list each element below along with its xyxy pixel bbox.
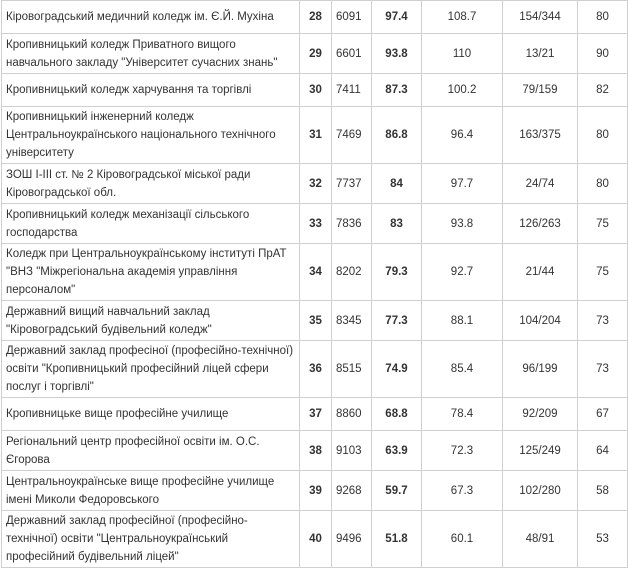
institution-name: Центральноукраїнське вище професійне училище імені Миколи Федоровського — [2, 471, 300, 511]
ratio-value: 21/44 — [503, 244, 578, 301]
rank-number: 28 — [300, 1, 332, 34]
table-row — [2, 398, 628, 431]
ratio-value: 154/344 — [503, 1, 578, 34]
table-row — [2, 1, 628, 34]
position-value: 7737 — [332, 164, 372, 204]
percent-value: 75 — [578, 244, 628, 301]
score-value: 79.3 — [372, 244, 422, 301]
position-value: 7469 — [332, 107, 372, 164]
percent-value: 75 — [578, 204, 628, 244]
percent-value: 80 — [578, 107, 628, 164]
ratio-value: 96/199 — [503, 341, 578, 398]
position-value: 9268 — [332, 471, 372, 511]
position-value: 8860 — [332, 398, 372, 431]
institution-name: Державний вищий навчальний заклад "Кіровоградський будівельний коледж" — [2, 301, 300, 341]
index-value: 108.7 — [422, 1, 503, 34]
table-row — [2, 471, 628, 511]
index-value: 85.4 — [422, 341, 503, 398]
index-value: 100.2 — [422, 74, 503, 107]
percent-value: 73 — [578, 341, 628, 398]
institution-name: Кіровоградський медичний коледж ім. Є.Й. Мухіна — [2, 1, 300, 34]
position-value: 9103 — [332, 431, 372, 471]
position-value: 7411 — [332, 74, 372, 107]
score-value: 87.3 — [372, 74, 422, 107]
institution-name: Регіональний центр професійної освіти ім. О.С. Єгорова — [2, 431, 300, 471]
position-value: 6091 — [332, 1, 372, 34]
index-value: 96.4 — [422, 107, 503, 164]
score-value: 93.8 — [372, 34, 422, 74]
percent-value: 73 — [578, 301, 628, 341]
ratio-value: 24/74 — [503, 164, 578, 204]
institution-name: Коледж при Центральноукраїнському інституті ПрАТ "ВНЗ "Міжрегіональна академія управління персоналом" — [2, 244, 300, 301]
index-value: 110 — [422, 34, 503, 74]
rank-number: 35 — [300, 301, 332, 341]
percent-value: 58 — [578, 471, 628, 511]
ratio-value: 163/375 — [503, 107, 578, 164]
rank-number: 32 — [300, 164, 332, 204]
ratio-value: 79/159 — [503, 74, 578, 107]
index-value: 88.1 — [422, 301, 503, 341]
percent-value: 53 — [578, 511, 628, 568]
percent-value: 67 — [578, 398, 628, 431]
table-row — [2, 431, 628, 471]
institution-name: Кропивницький коледж харчування та торгівлі — [2, 74, 300, 107]
position-value: 8515 — [332, 341, 372, 398]
table-row — [2, 301, 628, 341]
score-value: 51.8 — [372, 511, 422, 568]
rank-number: 38 — [300, 431, 332, 471]
rank-number: 40 — [300, 511, 332, 568]
rank-number: 30 — [300, 74, 332, 107]
index-value: 67.3 — [422, 471, 503, 511]
index-value: 72.3 — [422, 431, 503, 471]
table-row — [2, 244, 628, 301]
percent-value: 90 — [578, 34, 628, 74]
ratio-value: 126/263 — [503, 204, 578, 244]
percent-value: 80 — [578, 164, 628, 204]
institution-name: Державний заклад професіної (професійно-технічної) освіти "Кропивницький професійний ліцей сфери послуг і торгівлі" — [2, 341, 300, 398]
ratio-value: 48/91 — [503, 511, 578, 568]
score-value: 68.8 — [372, 398, 422, 431]
ratio-value: 92/209 — [503, 398, 578, 431]
position-value: 9496 — [332, 511, 372, 568]
score-value: 83 — [372, 204, 422, 244]
rank-number: 29 — [300, 34, 332, 74]
percent-value: 82 — [578, 74, 628, 107]
rank-number: 37 — [300, 398, 332, 431]
institution-name: ЗОШ І-ІІІ ст. № 2 Кіровоградської міської ради Кіровоградської обл. — [2, 164, 300, 204]
index-value: 97.7 — [422, 164, 503, 204]
institution-name: Кропивницьке вище професійне училище — [2, 398, 300, 431]
institution-name: Кропивницький інженерний коледж Центральноукраїнського національного технічного університету — [2, 107, 300, 164]
ratio-value: 13/21 — [503, 34, 578, 74]
table-row — [2, 341, 628, 398]
score-value: 84 — [372, 164, 422, 204]
position-value: 6601 — [332, 34, 372, 74]
institution-name: Кропивницький коледж механізації сільського господарства — [2, 204, 300, 244]
table-row — [2, 107, 628, 164]
position-value: 8345 — [332, 301, 372, 341]
ratio-value: 102/280 — [503, 471, 578, 511]
score-value: 86.8 — [372, 107, 422, 164]
table-row — [2, 164, 628, 204]
score-value: 74.9 — [372, 341, 422, 398]
position-value: 8202 — [332, 244, 372, 301]
score-value: 63.9 — [372, 431, 422, 471]
ranking-table-body — [2, 1, 628, 568]
percent-value: 64 — [578, 431, 628, 471]
score-value: 97.4 — [372, 1, 422, 34]
index-value: 92.7 — [422, 244, 503, 301]
position-value: 7836 — [332, 204, 372, 244]
rank-number: 31 — [300, 107, 332, 164]
table-row — [2, 204, 628, 244]
index-value: 60.1 — [422, 511, 503, 568]
rank-number: 39 — [300, 471, 332, 511]
index-value: 78.4 — [422, 398, 503, 431]
table-row — [2, 74, 628, 107]
ratio-value: 125/249 — [503, 431, 578, 471]
table-row — [2, 511, 628, 568]
ratio-value: 104/204 — [503, 301, 578, 341]
rank-number: 36 — [300, 341, 332, 398]
institution-name: Державний заклад професійної (професійно-технічної) освіти "Центральноукраїнський професійний будівельний ліцей" — [2, 511, 300, 568]
institution-name: Кропивницький коледж Приватного вищого навчального закладу "Університет сучасних знань" — [2, 34, 300, 74]
rank-number: 34 — [300, 244, 332, 301]
percent-value: 80 — [578, 1, 628, 34]
index-value: 93.8 — [422, 204, 503, 244]
rank-number: 33 — [300, 204, 332, 244]
ranking-table — [1, 0, 628, 568]
table-row — [2, 34, 628, 74]
score-value: 59.7 — [372, 471, 422, 511]
score-value: 77.3 — [372, 301, 422, 341]
